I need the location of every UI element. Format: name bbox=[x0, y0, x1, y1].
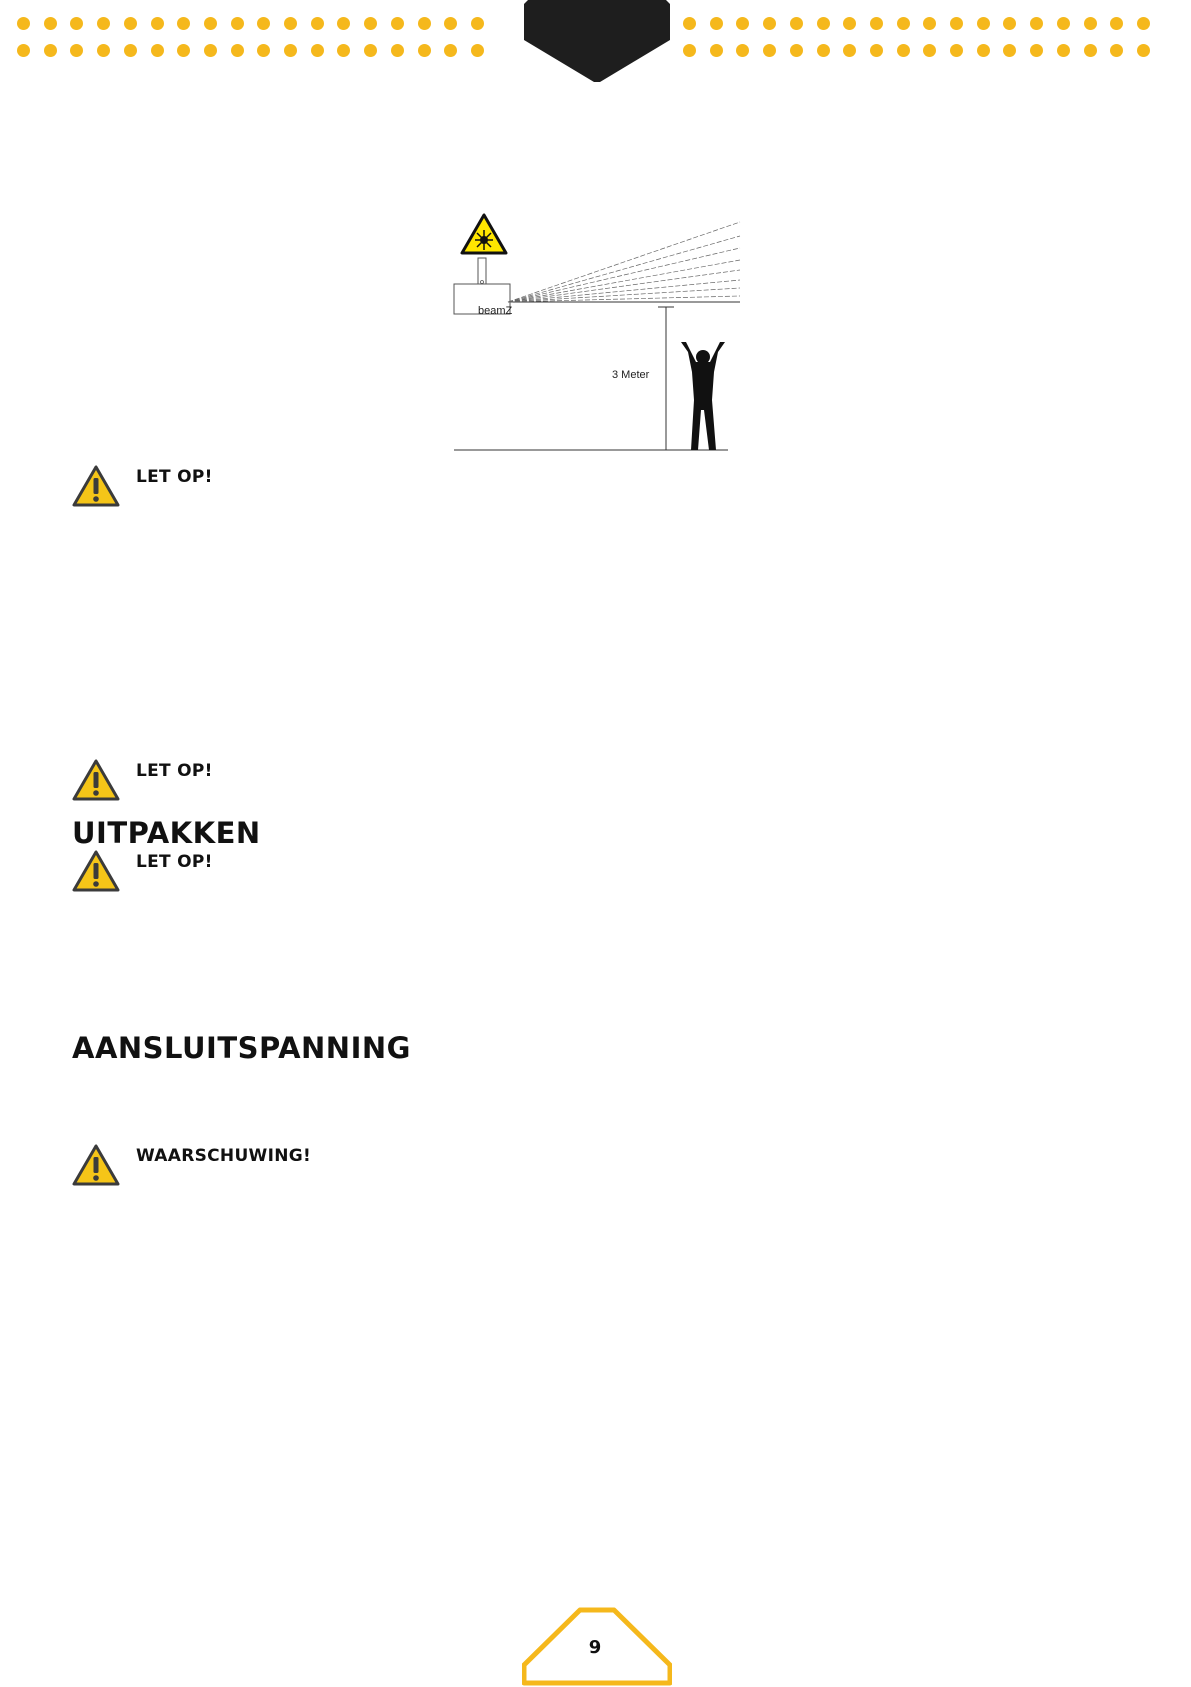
header-dot bbox=[177, 17, 190, 30]
header-dot bbox=[391, 44, 404, 57]
section-heading-unpacking: UITPAKKEN bbox=[72, 816, 261, 850]
header-dot bbox=[817, 44, 830, 57]
header-dot bbox=[683, 17, 696, 30]
header-dot bbox=[151, 44, 164, 57]
header-dot bbox=[736, 44, 749, 57]
header-dot bbox=[257, 17, 270, 30]
header-dot bbox=[1110, 44, 1123, 57]
header-dot bbox=[790, 44, 803, 57]
header-dot bbox=[736, 17, 749, 30]
header-dot bbox=[444, 17, 457, 30]
header-dot bbox=[70, 44, 83, 57]
warning-triangle-icon bbox=[71, 758, 121, 802]
warning-label: LET OP! bbox=[136, 467, 213, 487]
header-dot bbox=[471, 44, 484, 57]
header-dot bbox=[231, 17, 244, 30]
header-dot bbox=[124, 44, 137, 57]
header-dot bbox=[843, 17, 856, 30]
warning-triangle-icon bbox=[71, 464, 121, 508]
warning-label: LET OP! bbox=[136, 761, 213, 781]
header-dot bbox=[870, 17, 883, 30]
header-dot bbox=[337, 44, 350, 57]
header-dot bbox=[923, 17, 936, 30]
header-dot bbox=[1057, 44, 1070, 57]
header-dot bbox=[1003, 17, 1016, 30]
header-dot bbox=[444, 44, 457, 57]
warning-label: LET OP! bbox=[136, 852, 213, 872]
warning-triangle-icon bbox=[71, 1143, 121, 1187]
header-dot bbox=[950, 44, 963, 57]
header-dot bbox=[977, 17, 990, 30]
laser-warning-icon bbox=[462, 215, 506, 253]
header-dot bbox=[923, 44, 936, 57]
header-dot bbox=[897, 17, 910, 30]
laser-height-figure bbox=[450, 210, 750, 455]
header-dot bbox=[337, 17, 350, 30]
person-silhouette bbox=[681, 342, 725, 450]
header-tab-pentagon bbox=[524, 0, 670, 84]
header-dot bbox=[284, 44, 297, 57]
height-label: 3 Meter bbox=[612, 369, 650, 381]
header-dot bbox=[1110, 17, 1123, 30]
header-dot bbox=[418, 17, 431, 30]
header-dot bbox=[683, 44, 696, 57]
header-dot bbox=[44, 17, 57, 30]
header-dot bbox=[817, 17, 830, 30]
header-dot bbox=[710, 17, 723, 30]
header-dot bbox=[1137, 17, 1150, 30]
section-heading-voltage: AANSLUITSPANNING bbox=[72, 1031, 411, 1065]
header-dot bbox=[204, 44, 217, 57]
header-dot bbox=[843, 44, 856, 57]
page-number: 9 bbox=[588, 1637, 602, 1658]
header-dot bbox=[1057, 17, 1070, 30]
header-dot bbox=[1030, 17, 1043, 30]
header-dot bbox=[1137, 44, 1150, 57]
header-dot bbox=[897, 44, 910, 57]
header-dot bbox=[97, 17, 110, 30]
header-dot bbox=[418, 44, 431, 57]
header-dot bbox=[311, 17, 324, 30]
header-dot bbox=[364, 44, 377, 57]
header-dot bbox=[790, 17, 803, 30]
laser-beams bbox=[508, 222, 740, 302]
header-dot bbox=[70, 17, 83, 30]
header-dot bbox=[471, 17, 484, 30]
header-dot bbox=[977, 44, 990, 57]
header-dot bbox=[124, 17, 137, 30]
header-dot bbox=[177, 44, 190, 57]
header-dot bbox=[364, 17, 377, 30]
header-dot bbox=[1003, 44, 1016, 57]
header-dot bbox=[17, 17, 30, 30]
header-dot bbox=[204, 17, 217, 30]
brand-label: beamZ bbox=[478, 305, 513, 317]
header-dot bbox=[231, 44, 244, 57]
header-dot bbox=[391, 17, 404, 30]
header-dot bbox=[763, 44, 776, 57]
warning-label: WAARSCHUWING! bbox=[136, 1146, 312, 1166]
header-dot bbox=[257, 44, 270, 57]
header-dot bbox=[763, 17, 776, 30]
header-dot bbox=[1084, 44, 1097, 57]
header-dot bbox=[311, 44, 324, 57]
warning-triangle-icon bbox=[71, 849, 121, 893]
header-dot bbox=[284, 17, 297, 30]
header-dot bbox=[950, 17, 963, 30]
header-dot bbox=[710, 44, 723, 57]
header-dot bbox=[44, 44, 57, 57]
header-dot bbox=[1030, 44, 1043, 57]
header-dot bbox=[151, 17, 164, 30]
header-dot bbox=[17, 44, 30, 57]
header-dot bbox=[870, 44, 883, 57]
header-dot bbox=[1084, 17, 1097, 30]
header-dot bbox=[97, 44, 110, 57]
